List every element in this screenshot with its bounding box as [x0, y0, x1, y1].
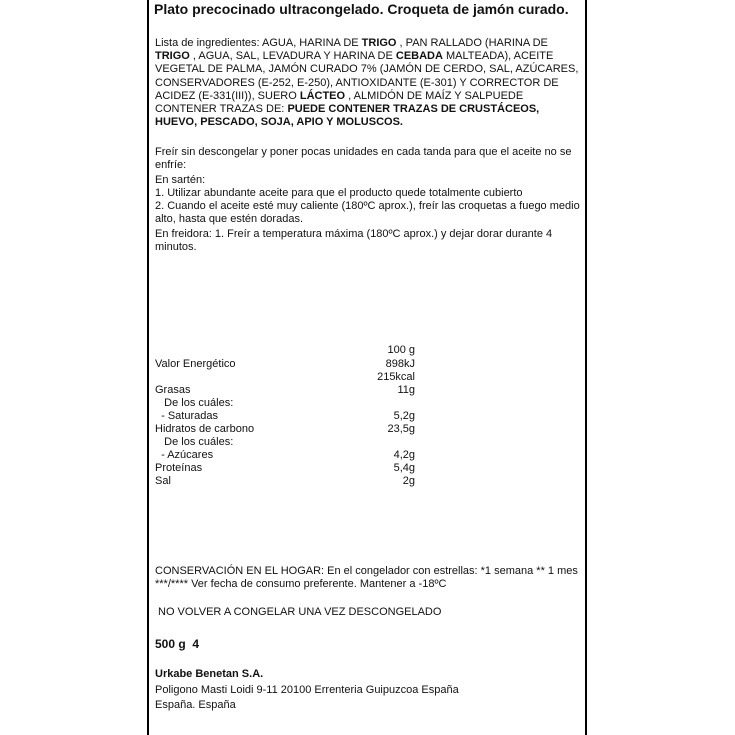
- nutrient-value: 2g: [402, 475, 415, 487]
- nutrient-name: Grasas: [155, 384, 191, 396]
- nutrient-name: Proteínas: [155, 462, 203, 474]
- cooking-pan-heading: En sartén:: [155, 174, 206, 186]
- weight-value: 500 g: [155, 637, 186, 651]
- nutrient-name: - Azúcares: [155, 449, 214, 461]
- nutrition-header: 100 g: [387, 344, 415, 356]
- nutrition-row: [155, 384, 415, 397]
- cooking-step-1: 1. Utilizar abundante aceite para que el producto quede totalmente cubierto: [155, 187, 523, 199]
- company-address: Poligono Masti Loidi 9-11 20100 Errenteria Guipuzcoa España: [155, 684, 459, 696]
- nutrition-row: [155, 371, 415, 384]
- nutrient-value: 215kcal: [377, 371, 415, 383]
- net-weight: [155, 638, 583, 651]
- allergen-lacteo: LÁCTEO: [299, 89, 346, 102]
- nutrient-value: 11g: [397, 384, 415, 396]
- nutrient-name: De los cuáles:: [155, 436, 234, 448]
- allergen-trigo: TRIGO: [361, 37, 397, 49]
- nutrient-value: 5,4g: [393, 462, 415, 474]
- nutrient-name: Sal: [155, 475, 171, 487]
- cooking-fryer: En freidora: 1. Freír a temperatura máxima (180ºC aprox.) y dejar dorar durante 4 minutos.: [155, 228, 553, 254]
- nutrient-name: Hidratos de carbono: [155, 423, 255, 435]
- nutrient-value: 23,5g: [387, 423, 415, 435]
- nutrition-row: [155, 462, 415, 475]
- company-country: España. España: [155, 699, 236, 711]
- nutrition-row: [155, 358, 415, 371]
- allergen-traces: PUEDE CONTENER TRAZAS DE CRUSTÁCEOS, HUEVO, PESCADO, SOJA, APIO Y MOLUSCOS.: [155, 103, 540, 129]
- nutrition-row: [155, 475, 415, 488]
- nutrient-name: De los cuáles:: [155, 397, 234, 409]
- product-title: Plato precocinado ultracongelado. Croqueta de jamón curado.: [154, 1, 569, 17]
- cooking-step-2: 2. Cuando el aceite esté muy caliente (180ºC aprox.), freír las croquetas a fuego medio alto, hasta que estén doradas.: [155, 200, 580, 226]
- allergen-cebada: CEBADA: [395, 50, 443, 63]
- cooking-intro: Freír sin descongelar y poner pocas unidades en cada tanda para que el aceite no se enfríe:: [155, 146, 572, 172]
- units-value: 4: [192, 637, 200, 651]
- allergen-trigo: TRIGO: [155, 50, 190, 63]
- nutrient-name: - Saturadas: [155, 410, 218, 422]
- nutrition-row: [155, 436, 415, 449]
- nutrition-header-row: [155, 344, 415, 357]
- nutrient-value: 4,2g: [393, 449, 415, 461]
- nutrition-row: [155, 397, 415, 410]
- conservation-note: CONSERVACIÓN EN EL HOGAR: En el congelador con estrellas: *1 semana ** 1 mes ***/**** Ver fecha de consumo preferente. Mantener a -18ºC: [155, 565, 578, 591]
- nutrient-name: Valor Energético: [155, 358, 236, 370]
- nutrition-row: [155, 423, 415, 436]
- refreeze-warning: NO VOLVER A CONGELAR UNA VEZ DESCONGELADO: [158, 606, 442, 618]
- nutrient-value: 898kJ: [385, 358, 415, 370]
- nutrition-row: [155, 410, 415, 423]
- company-name: Urkabe Benetan S.A.: [155, 668, 264, 680]
- nutrition-row: [155, 449, 415, 462]
- nutrient-value: 5,2g: [393, 410, 415, 422]
- ingredients-list: Lista de ingredientes: AGUA, HARINA DE TRIGO , PAN RALLADO (HARINA DE TRIGO , AGUA, SAL, LEVADURA Y HARINA DE CEBADA MALTEADA), ACEITE VEGETAL DE PALMA, JAMÓN CURADO 7% (JAMÓN DE CERDO, SAL, AZÚCARES, CONSERVADORES (E-252, E-250), ANTIOXIDANTE (E-301) Y CORRECTOR DE ACIDEZ (E-331(III)), SUERO LÁCTEO , ALMIDÓN DE MAÍZ Y SALPUEDE CONTENER TRAZAS DE: PUEDE CONTENER TRAZAS DE CRUSTÁCEOS, HUEVO, PESCADO, SOJA, APIO Y MOLUSCOS.: [155, 37, 579, 129]
